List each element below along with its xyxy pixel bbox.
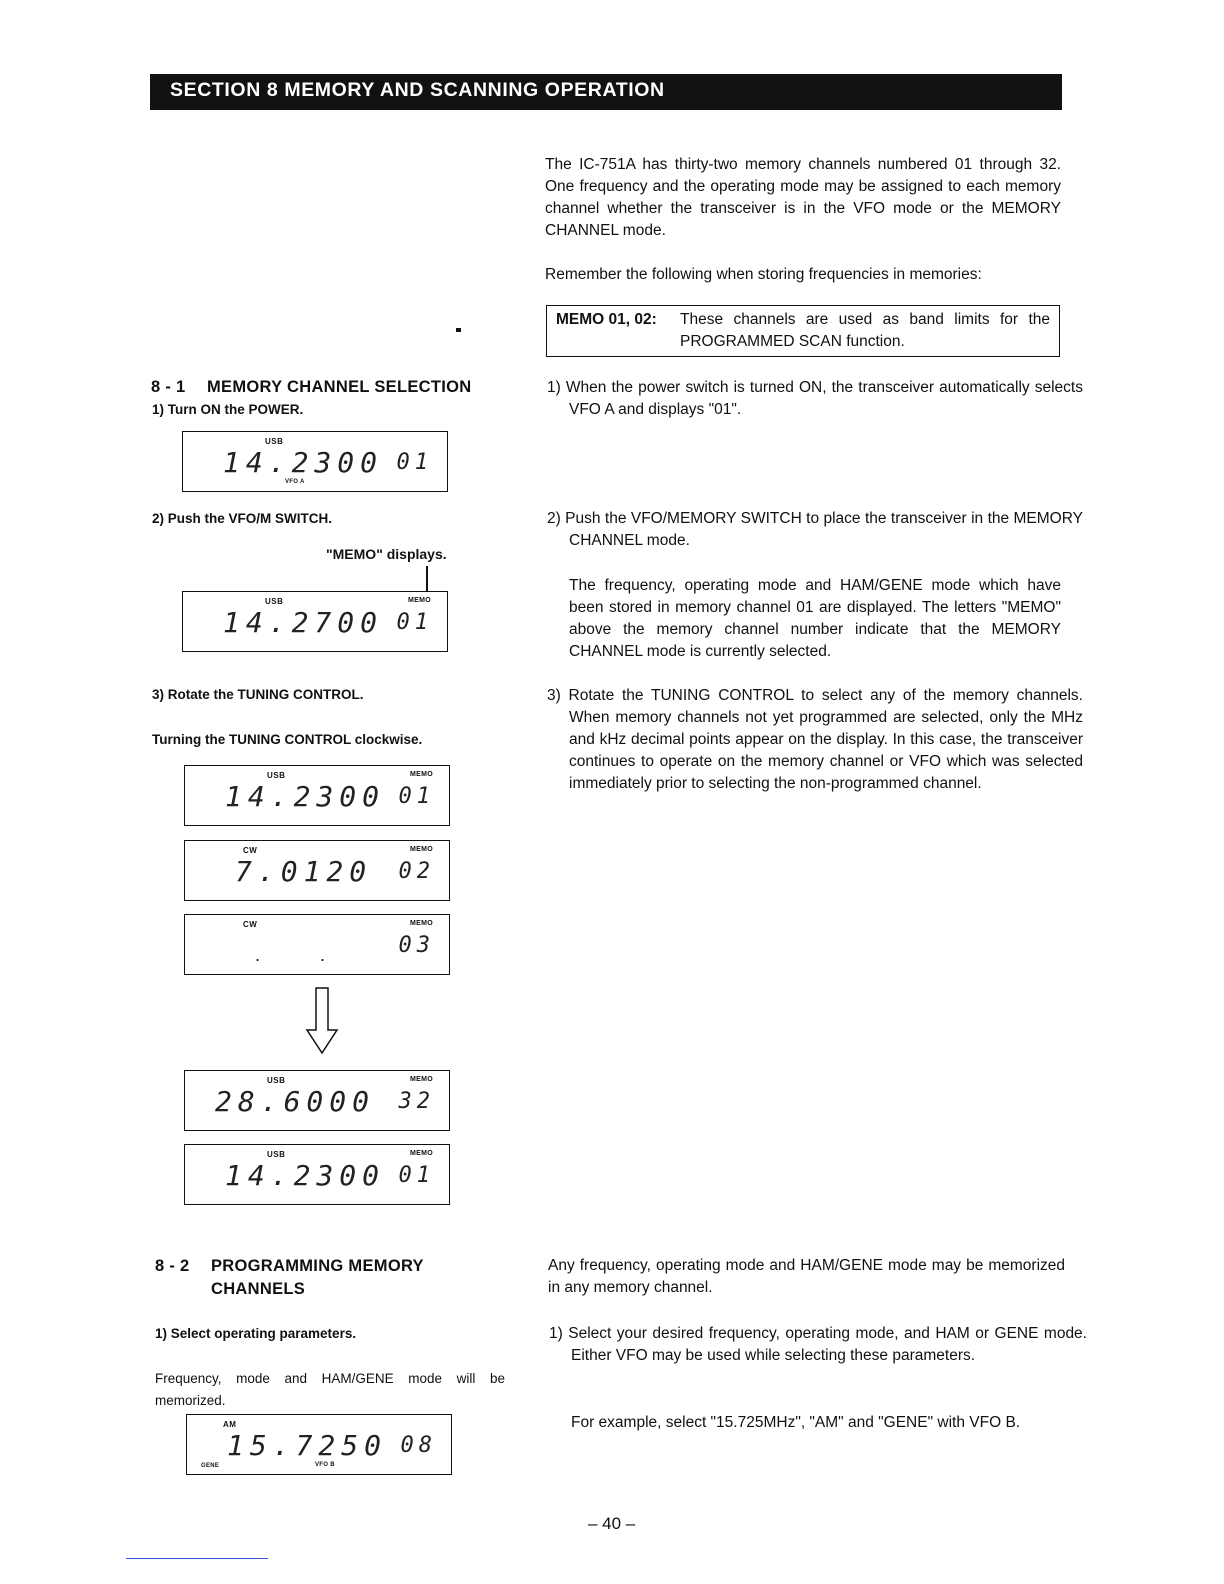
lcd-frequency: 7.0120 xyxy=(235,855,373,888)
lcd-channel: 01 xyxy=(396,610,433,635)
s81-step2: 2) Push the VFO/M SWITCH. xyxy=(152,511,333,526)
s81-step3: 3) Rotate the TUNING CONTROL. xyxy=(152,687,364,702)
memo-note-box xyxy=(546,305,1060,357)
lcd-mode: USB xyxy=(265,597,284,606)
section-8-2-number: 8 - 2 xyxy=(155,1257,190,1275)
lcd-memo-indicator: MEMO xyxy=(410,1076,433,1083)
section-8-1-heading xyxy=(151,376,472,399)
callout-line xyxy=(426,566,428,594)
lcd-frequency: 14.2300 xyxy=(223,446,384,479)
s81-right-step3: 3) Rotate the TUNING CONTROL to select any of the memory channels. When memory channels not yet programmed are selected, only the MHz and kHz decimal points appear on the display. In this case, the transceiver continues to operate on the memory channel or VFO which was selected immediately prior to selecting the non-programmed channel. xyxy=(547,687,1083,792)
lcd-frequency: 28.6000 xyxy=(215,1085,376,1118)
stray-mark xyxy=(456,328,461,332)
section-8-1-title: MEMORY CHANNEL SELECTION xyxy=(207,378,472,396)
section-8-1-number: 8 - 1 xyxy=(151,378,186,396)
lcd-decimal-points: .. xyxy=(255,945,386,965)
lcd-display-5 xyxy=(184,914,450,975)
s81-right-step1: 1) When the power switch is turned ON, the transceiver automatically selects VFO A and displays "01". xyxy=(547,379,1083,418)
lcd-mode: USB xyxy=(265,437,284,446)
footer-rule xyxy=(126,1558,268,1559)
lcd-mode: USB xyxy=(267,771,286,780)
intro-remember: Remember the following when storing frequencies in memories: xyxy=(545,266,982,283)
lcd-channel: 01 xyxy=(398,784,435,809)
lcd-channel: 03 xyxy=(398,933,435,958)
lcd-display-7 xyxy=(184,1144,450,1205)
lcd-display-2 xyxy=(182,591,448,652)
lcd-display-3 xyxy=(184,765,450,826)
intro-paragraph: The IC-751A has thirty-two memory channels numbered 01 through 32. One frequency and the operating mode may be assigned to each memory channel whether the transceiver is in the VFO mode or the MEMORY CHANNEL mode. xyxy=(545,156,1061,239)
s81-right-step2: 2) Push the VFO/MEMORY SWITCH to place the transceiver in the MEMORY CHANNEL mode. xyxy=(547,510,1083,549)
down-arrow-icon xyxy=(304,986,340,1056)
lcd-frequency: 14.2300 xyxy=(225,780,386,813)
lcd-memo-indicator: MEMO xyxy=(410,1150,433,1157)
lcd-channel: 01 xyxy=(398,1163,435,1188)
lcd-mode: USB xyxy=(267,1076,286,1085)
section-8-2-title: PROGRAMMING MEMORY CHANNELS xyxy=(211,1257,424,1298)
s82-right-intro: Any frequency, operating mode and HAM/GENE mode may be memorized in any memory channel. xyxy=(548,1257,1065,1296)
lcd-gene-indicator: GENE xyxy=(201,1463,220,1469)
lcd-channel: 01 xyxy=(396,450,433,475)
note-label: MEMO 01, 02: xyxy=(556,311,657,328)
lcd-display-8 xyxy=(186,1414,452,1475)
lcd-mode: AM xyxy=(223,1420,237,1429)
lcd-frequency: 15.7250 xyxy=(227,1429,388,1462)
turning-clockwise-note: Turning the TUNING CONTROL clockwise. xyxy=(152,732,423,747)
lcd-memo-indicator: MEMO xyxy=(410,920,433,927)
lcd-vfo: VFO B xyxy=(315,1462,335,1468)
lcd-memo-indicator: MEMO xyxy=(410,846,433,853)
s82-right-example: For example, select "15.725MHz", "AM" and "GENE" with VFO B. xyxy=(571,1414,1021,1431)
lcd-frequency: 14.2300 xyxy=(225,1159,386,1192)
lcd-channel: 32 xyxy=(398,1089,435,1114)
lcd-display-1 xyxy=(182,431,448,492)
lcd-mode: CW xyxy=(243,920,258,929)
page-number: – 40 – xyxy=(588,1514,636,1533)
lcd-memo-indicator: MEMO xyxy=(408,597,431,604)
memo-callout: "MEMO" displays. xyxy=(326,546,447,562)
s81-right-step2-detail: The frequency, operating mode and HAM/GENE mode which have been stored in memory channel 01 are displayed. The letters "MEMO" above the memory channel number indicate that the MEMORY CHANNEL mode is currently selected. xyxy=(569,577,1061,660)
lcd-channel: 08 xyxy=(400,1433,437,1458)
lcd-display-6 xyxy=(184,1070,450,1131)
section-header-bar xyxy=(150,74,1062,110)
s81-step1: 1) Turn ON the POWER. xyxy=(152,402,304,417)
lcd-vfo: VFO A xyxy=(285,479,305,485)
s82-step1: 1) Select operating parameters. xyxy=(155,1326,357,1341)
section-8-2-heading xyxy=(155,1255,485,1301)
s82-memorized-note: Frequency, mode and HAM/GENE mode will be memorized. xyxy=(155,1371,505,1408)
lcd-memo-indicator: MEMO xyxy=(410,771,433,778)
lcd-frequency: 14.2700 xyxy=(223,606,384,639)
lcd-channel: 02 xyxy=(398,859,435,884)
lcd-mode: CW xyxy=(243,846,258,855)
section-title: SECTION 8 MEMORY AND SCANNING OPERATION xyxy=(170,79,665,101)
s82-right-step1: 1) Select your desired frequency, operating mode, and HAM or GENE mode. Either VFO may be used while selecting these parameters. xyxy=(549,1325,1087,1364)
note-text: These channels are used as band limits for the PROGRAMMED SCAN function. xyxy=(680,311,1050,350)
lcd-display-4 xyxy=(184,840,450,901)
lcd-mode: USB xyxy=(267,1150,286,1159)
